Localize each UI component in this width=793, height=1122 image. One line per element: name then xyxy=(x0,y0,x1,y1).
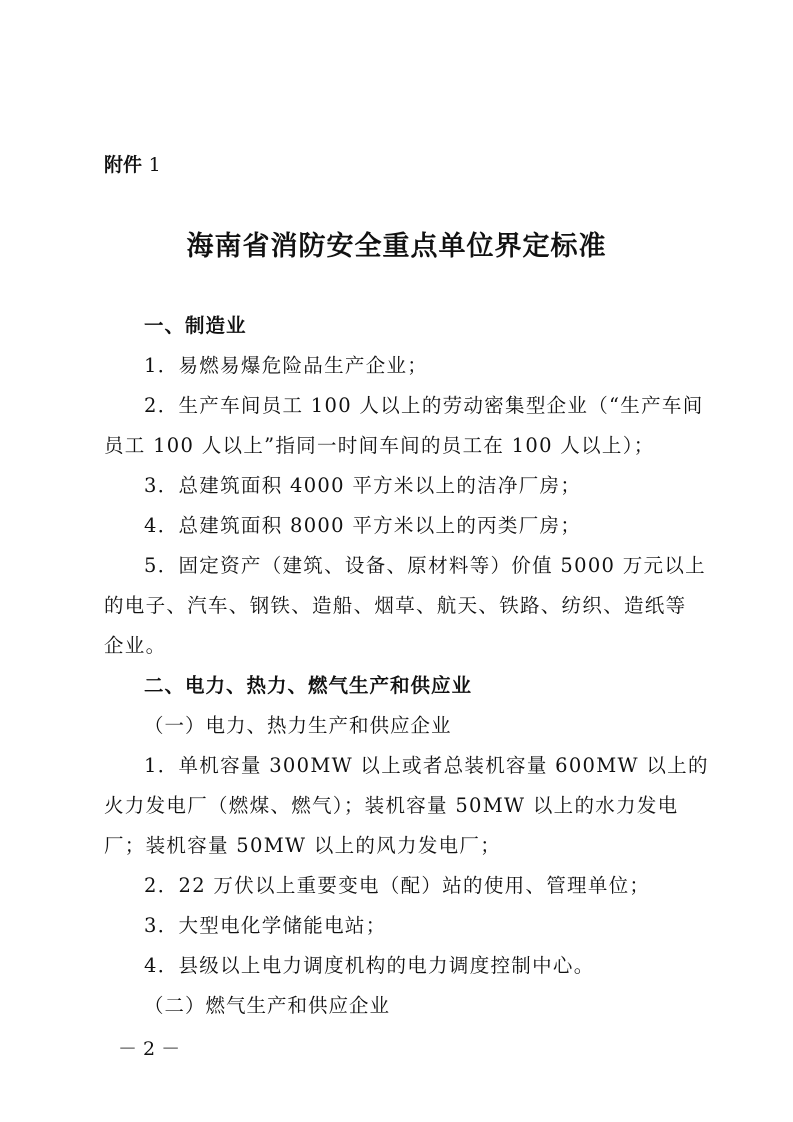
item-line: 4．县级以上电力调度机构的电力调度控制中心。 xyxy=(144,954,595,977)
subsection-heading-gas: （二）燃气生产和供应企业 xyxy=(144,994,391,1017)
item-line: 5．固定资产（建筑、设备、原材料等）价值 5000 万元以上 xyxy=(144,554,706,577)
item-line: 的电子、汽车、钢铁、造船、烟草、航天、铁路、纺织、造纸等 xyxy=(104,594,687,617)
attachment-word: 附件 xyxy=(104,154,143,176)
document-title: 海南省消防安全重点单位界定标准 xyxy=(186,231,607,262)
item-line: 1．易燃易爆危险品生产企业； xyxy=(144,354,429,377)
item-line: 2．生产车间员工 100 人以上的劳动密集型企业（“生产车间 xyxy=(144,394,704,417)
section-heading-power: 二、电力、热力、燃气生产和供应业 xyxy=(144,674,473,697)
attachment-number: 1 xyxy=(148,154,161,176)
page-number: － 2 － xyxy=(118,1038,181,1060)
item-line: 员工 100 人以上”指同一时间车间的员工在 100 人以上）； xyxy=(104,434,655,457)
item-line: 1．单机容量 300MW 以上或者总装机容量 600MW 以上的 xyxy=(144,754,709,777)
section-heading-manufacturing: 一、制造业 xyxy=(144,314,247,337)
item-line: 厂；装机容量 50MW 以上的风力发电厂； xyxy=(104,834,502,857)
item-line: 4．总建筑面积 8000 平方米以上的丙类厂房； xyxy=(144,514,582,537)
item-line: 2．22 万伏以上重要变电（配）站的使用、管理单位； xyxy=(144,874,651,897)
attachment-label xyxy=(104,150,161,177)
item-line: 3．总建筑面积 4000 平方米以上的洁净厂房； xyxy=(144,474,582,497)
item-line: 3．大型电化学储能电站； xyxy=(144,914,387,937)
item-line: 火力发电厂（燃煤、燃气）；装机容量 50MW 以上的水力发电 xyxy=(104,794,679,817)
item-line: 企业。 xyxy=(104,634,167,657)
subsection-heading-power-heat: （一）电力、热力生产和供应企业 xyxy=(144,714,452,737)
